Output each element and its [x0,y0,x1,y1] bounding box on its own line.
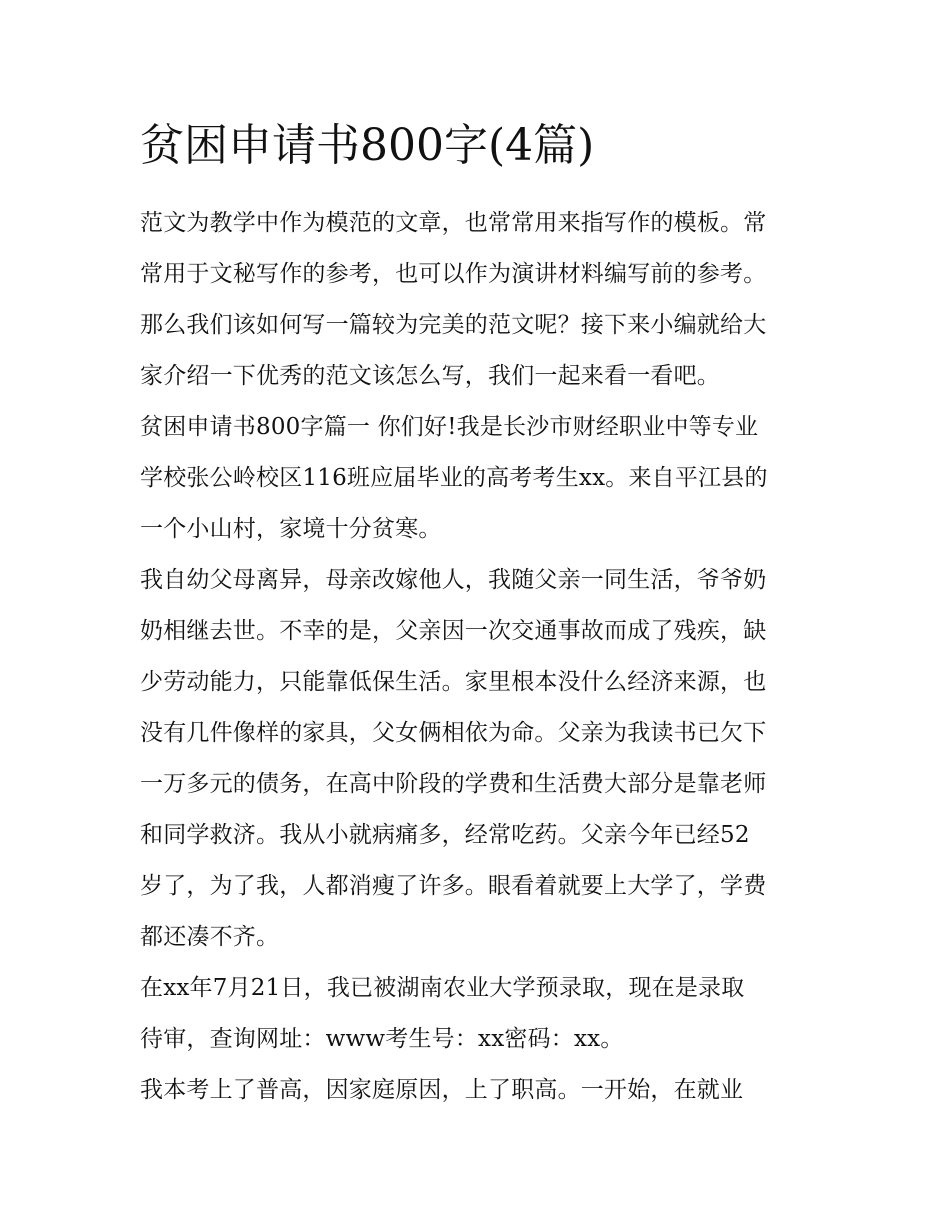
text-line: 和同学救济。我从小就病痛多，经常吃药。父亲今年已经52 [140,822,750,848]
text-line: 在xx年7月21日，我已被湖南农业大学预录取，现在是录取 [140,975,745,1001]
text-line: 都还凑不齐。 [140,924,280,950]
text-line: 那么我们该如何写一篇较为完美的范文呢？接下来小编就给大 [140,312,767,338]
text-line: 贫困申请书800字篇一 你们好!我是长沙市财经职业中等专业 [140,414,759,440]
text-line: 一个小山村，家境十分贫寒。 [140,516,442,542]
text-line: 我本考上了普高，因家庭原因，上了职高。一开始，在就业 [140,1077,744,1103]
text-line: 家介绍一下优秀的范文该怎么写，我们一起来看一看吧。 [140,363,720,389]
text-line: 奶相继去世。不幸的是，父亲因一次交通事故而成了残疾，缺 [140,618,767,644]
text-line: 学校张公岭校区116班应届毕业的高考考生xx。来自平江县的 [140,465,768,491]
text-line: 我自幼父母离异，母亲改嫁他人，我随父亲一同生活，爷爷奶 [140,567,767,593]
text-line: 常用于文秘写作的参考，也可以作为演讲材料编写前的参考。 [140,261,767,287]
text-line: 没有几件像样的家具，父女俩相依为命。父亲为我读书已欠下 [140,720,767,746]
text-line: 少劳动能力，只能靠低保生活。家里根本没什么经济来源，也 [140,669,767,695]
text-line: 待审，查询网址：www考生号：xx密码：xx。 [140,1026,624,1052]
text-line: 范文为教学中作为模范的文章，也常常用来指写作的模板。常 [140,210,767,236]
text-line: 一万多元的债务，在高中阶段的学费和生活费大部分是靠老师 [140,771,767,797]
text-line: 岁了，为了我，人都消瘦了许多。眼看着就要上大学了，学费 [140,873,767,899]
document-title: 贫困申请书800字(4篇) [140,120,595,171]
